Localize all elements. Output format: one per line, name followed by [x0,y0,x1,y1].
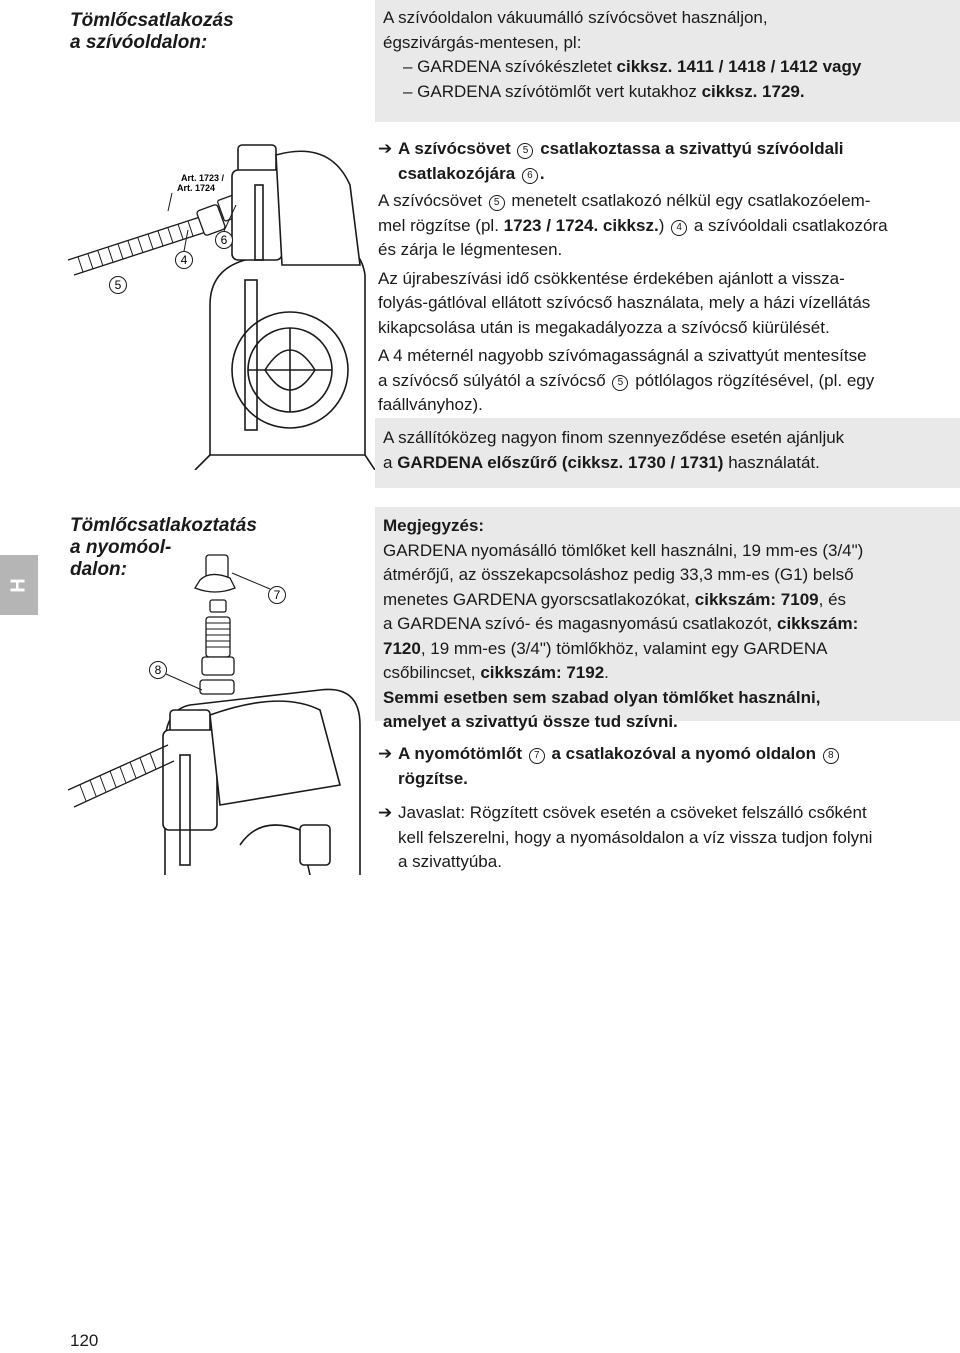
info-panel-suction: A szívóoldalon vákuumálló szívócsövet használjon, égszivárgás-mentesen, pl: – GARDENA szívókészletet cikksz. 1411 / 1418 / 1412 vagy – GARDENA szívótömlőt vert kutakhoz cikksz. 1729. [375,0,960,122]
arrow-right-icon: ➔ [378,139,393,158]
callout-7: 7 [273,588,281,602]
callout-8: 8 [154,663,162,677]
info-panel-prefilter: A szállítóközeg nagyon finom szennyeződése esetén ajánljuk a GARDENA előszűrő (cikksz. 1730 / 1731) használatát. [375,418,960,488]
art-number-label: Art. 1723 / [181,173,225,183]
pressure-side-diagram [60,545,375,875]
step-recommendation: ➔ Javaslat: Rögzített csövek esetén a csöveket felszálló csőként kell felszerelni, hogy a nyomásoldalon a víz vissza tudjon folyni a szivattyúba. [378,803,873,871]
step-attach-pressure-hose: ➔ A nyomótömlőt 7 a csatlakozóval a nyomó oldalon 8 rögzítse. [378,742,953,791]
arrow-right-icon: ➔ [378,744,393,763]
note-panel-pressure: Megjegyzés: GARDENA nyomásálló tömlőket kell használni, 19 mm-es (3/4") átmérőjű, az összekapcsoláshoz pedig 33,3 mm-es (G1) belső menetes GARDENA gyorscsatlakozókat, cikkszám: 7109, és a GARDENA szívó- és magasnyomású csatlakozót, cikkszám: 7120, 19 mm-es (3/4") tömlőkhöz, valamint egy GARDENA csőbilincset, cikkszám: 7192. Semmi esetben sem szabad olyan tömlőket használni, amelyet a szivattyú össze tud szívni. [375,507,960,721]
note-warning: Semmi esetben sem szabad olyan tömlőket használni, [383,687,821,707]
section-heading-suction: Tömlőcsatlakozás a szívóoldalon: [70,10,234,53]
callout-4: 4 [180,253,188,267]
pressure-instructions [378,742,953,875]
callout-6: 6 [220,233,228,247]
section-heading-pressure: Tömlőcsatlakoztatás a nyomóol- dalon: [70,515,257,580]
dash-item-suction-hose: – GARDENA szívótömlőt vert kutakhoz cikksz. 1729. [403,81,805,101]
paragraph-reintake-time: Az újrabeszívási idő csökkentése érdekében ajánlott a vissza- folyás-gátlóval ellátott szívócső használata, mely a házi vízellátás kikapcsolása után is megakadályozza a szívócső kiürülését. [378,268,871,337]
language-tab: H [0,555,38,615]
arrow-right-icon: ➔ [378,803,393,822]
pressure-connector-drawing [195,555,235,694]
art-number-label: Art. 1724 [177,183,216,193]
callout-5: 5 [114,278,122,292]
paragraph-thread-fixing: A szívócsövet 5 menetelt csatlakozó nélkül egy csatlakozóelem- mel rögzítse (pl. 1723 / 1724. cikksz.) 4 a szívóoldali csatlakozóra és zárja le légmentesen. [378,191,888,259]
step-connect-suction-hose: ➔ A szívócsövet 5 csatlakoztassa a szivattyú szívóoldali csatlakozójára 6 . [378,139,844,183]
suction-instructions [378,137,953,418]
pump-drawing [195,145,375,470]
suction-side-diagram [60,125,375,470]
pump-drawing [163,689,360,875]
page-number: 120 [70,1331,99,1350]
pressure-hose-drawing [68,745,174,807]
note-title: Megjegyzés: [383,516,485,535]
dash-item-suction-kit: – GARDENA szívókészletet cikksz. 1411 / 1418 / 1412 vagy [403,57,862,76]
paragraph-suction-height: A 4 méternél nagyobb szívómagasságnál a szivattyút mentesítse a szívócső súlyától a szívócső 5 pótlólagos rögzítésével, (pl. egy faállványhoz). [378,346,875,414]
